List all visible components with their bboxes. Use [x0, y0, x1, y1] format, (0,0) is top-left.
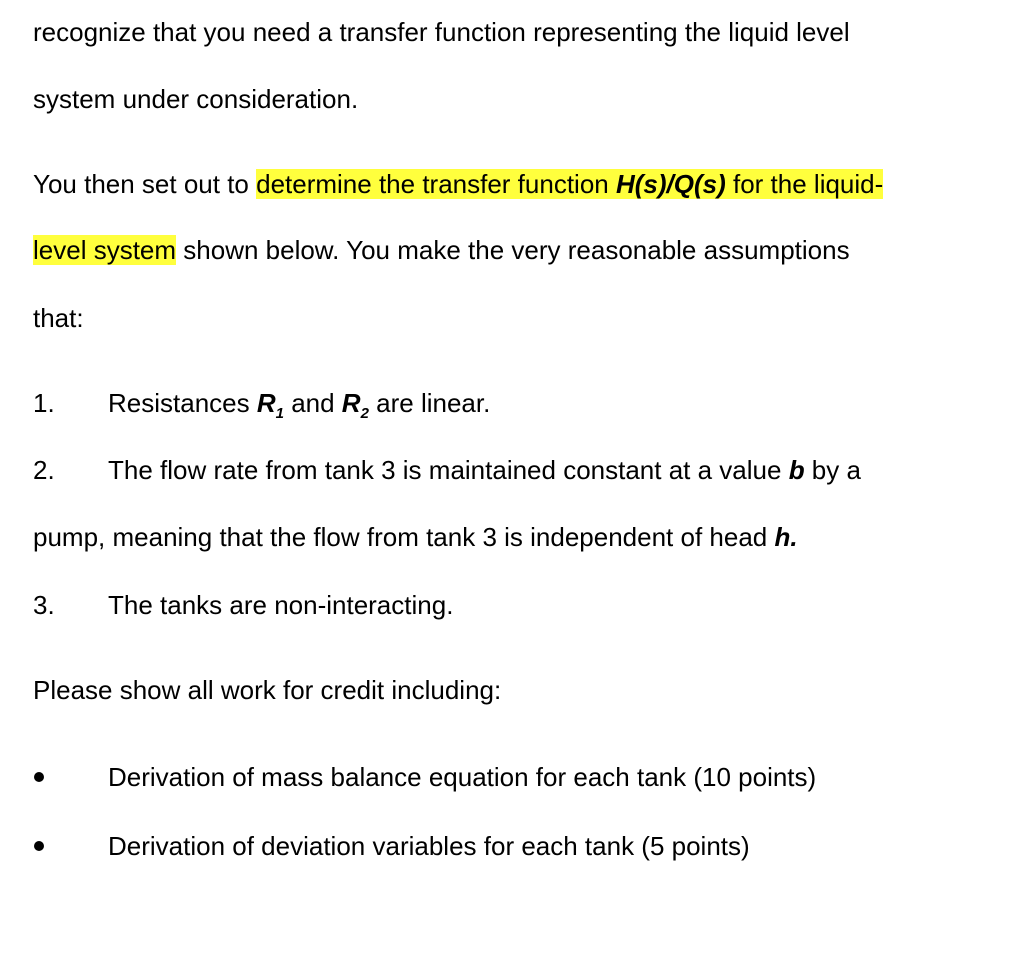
bullet-item-1: Derivation of mass balance equation for each tank (10 points) [108, 762, 817, 792]
variable-h: h. [774, 522, 798, 552]
resistance-r1 [256, 388, 284, 423]
para2-line-3: that: [33, 303, 84, 333]
variable-b: b [788, 455, 805, 485]
assumption-1-part-c: are linear. [368, 388, 491, 418]
r2-subscript: 2 [360, 405, 369, 423]
assumption-1-part-b: and [283, 388, 342, 418]
para2-line-2 [33, 233, 850, 267]
transfer-function-symbol: H(s)/Q(s) [615, 169, 726, 199]
assumption-1-text [108, 386, 491, 423]
assumption-1-number: 1. [33, 388, 55, 418]
r2-symbol: R [341, 388, 361, 418]
intro-line-2: system under consideration. [33, 84, 359, 114]
assumption-3-text: The tanks are non-interacting. [108, 590, 454, 620]
bullet-icon [34, 772, 44, 782]
assumption-3-number: 3. [33, 590, 55, 620]
assumption-2-part-c: by a [804, 455, 861, 485]
r1-subscript: 1 [275, 405, 284, 423]
assumption-2-text [108, 453, 861, 487]
assumption-1-part-a: Resistances [108, 388, 257, 418]
assumption-2-part-a: The flow rate from tank 3 is maintained constant at a value [108, 455, 789, 485]
highlight-text: determine the transfer function [256, 169, 616, 199]
para2-line-1 [33, 167, 883, 201]
bullet-icon [34, 841, 44, 851]
bullet-item-2: Derivation of deviation variables for each tank (5 points) [108, 831, 750, 861]
assumption-2-continuation [33, 520, 798, 554]
r1-symbol: R [256, 388, 276, 418]
para2-post: shown below. You make the very reasonable assumptions [176, 235, 850, 265]
highlight-1 [256, 169, 883, 199]
intro-line-1: recognize that you need a transfer function representing the liquid level [33, 17, 850, 47]
assumption-2-number: 2. [33, 455, 55, 485]
highlight-2: level system [33, 235, 177, 265]
credit-heading: Please show all work for credit including: [33, 675, 502, 705]
resistance-r2 [341, 388, 369, 423]
assumption-2-cont-text: pump, meaning that the flow from tank 3 is independent of head [33, 522, 775, 552]
highlight-text-2: for the liquid- [725, 169, 884, 199]
para2-pre: You then set out to [33, 169, 257, 199]
